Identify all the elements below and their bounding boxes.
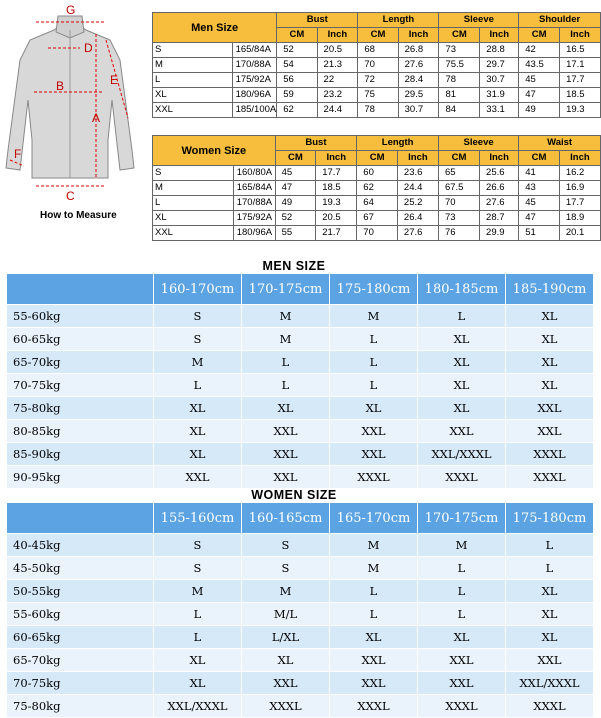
label-c: C [66,189,75,203]
group-header: Waist [519,136,601,151]
corner-cell [7,274,154,305]
size-code-cell: 165/84A [232,43,277,58]
weight-label: 70-75kg [7,672,154,695]
value-cell: 54 [277,58,317,73]
size-cell: L [330,328,418,351]
size-row [7,580,594,603]
value-cell: 20.5 [317,43,358,58]
value-cell: 18.5 [560,88,601,103]
size-cell: XXL/XXXL [418,443,506,466]
size-row [7,374,594,397]
value-cell: 20.5 [316,211,357,226]
men-size-chart [6,273,594,489]
value-cell: 62 [357,181,398,196]
size-cell: XL [418,626,506,649]
value-cell: 26.8 [398,43,439,58]
label-f: F [14,147,22,161]
size-cell: XXXL [506,466,594,489]
value-cell: 17.7 [560,73,601,88]
unit-header: Inch [480,151,519,166]
size-row [7,328,594,351]
value-cell: 21.3 [317,58,358,73]
height-header: 160-170cm [154,274,242,305]
size-cell: XL [418,328,506,351]
measure-row [153,103,601,118]
size-row [7,443,594,466]
unit-header: CM [358,28,398,43]
height-header: 155-160cm [154,503,242,534]
value-cell: 19.3 [316,196,357,211]
size-cell: M/L [242,603,330,626]
size-cell: XL [506,305,594,328]
size-cell: XL [154,443,242,466]
value-cell: 29.9 [480,226,519,241]
size-cell: L [418,557,506,580]
weight-label: 40-45kg [7,534,154,557]
value-cell: 33.1 [480,103,519,118]
measure-diagram [0,0,150,258]
size-cell: XXL [418,672,506,695]
size-cell: XL [242,649,330,672]
value-cell: 27.6 [398,58,439,73]
size-cell: XXL [242,466,330,489]
size-cell: S [154,534,242,557]
size-cell: S [242,557,330,580]
size-cell: L [242,351,330,374]
value-cell: 47 [275,181,316,196]
weight-label: 60-65kg [7,626,154,649]
size-cell: L [242,374,330,397]
size-cell: XL [506,374,594,397]
size-code-cell: 180/96A [233,226,275,241]
size-row [7,649,594,672]
weight-label: 75-80kg [7,397,154,420]
size-cell: XL [154,649,242,672]
size-row [7,695,594,718]
size-cell: XL [154,420,242,443]
unit-header: CM [439,28,480,43]
size-cell: L/XL [242,626,330,649]
size-cell: XXL [242,420,330,443]
size-cell: XL [506,328,594,351]
label-g: G [66,3,76,17]
size-cell: XXXL [506,443,594,466]
group-header: Sleeve [439,13,519,28]
women-measure-title: Women Size [153,136,276,166]
size-cell: XXL [330,420,418,443]
value-cell: 49 [519,103,560,118]
men-measurement-table [152,12,601,118]
value-cell: 27.6 [397,226,438,241]
value-cell: 18.9 [559,211,600,226]
measure-row [153,196,601,211]
value-cell: 45 [275,166,316,181]
value-cell: 30.7 [398,103,439,118]
value-cell: 25.2 [397,196,438,211]
unit-header: CM [275,151,316,166]
value-cell: 56 [277,73,317,88]
value-cell: 25.6 [480,166,519,181]
weight-label: 60-65kg [7,328,154,351]
size-cell: XXL [506,649,594,672]
size-cell: XXL [242,443,330,466]
size-cell: XXXL [242,695,330,718]
size-cell: XL [154,397,242,420]
weight-label: 55-60kg [7,305,154,328]
size-cell: XXL [506,420,594,443]
value-cell: 43.5 [519,58,560,73]
size-cell: L [330,603,418,626]
value-cell: 52 [277,43,317,58]
size-cell: XL [153,88,233,103]
value-cell: 78 [439,73,480,88]
size-cell: M [154,351,242,374]
size-cell: XXL [153,103,233,118]
size-cell: M [242,580,330,603]
size-cell: XL [506,351,594,374]
size-row [7,603,594,626]
size-row [7,672,594,695]
size-cell: XL [242,397,330,420]
size-cell: XXXL [330,466,418,489]
size-cell: M [330,557,418,580]
value-cell: 16.2 [559,166,600,181]
size-row [7,534,594,557]
measure-row [153,226,601,241]
size-cell: S [154,328,242,351]
size-row [7,397,594,420]
size-cell: L [330,351,418,374]
unit-header: CM [438,151,479,166]
group-header: Bust [277,13,358,28]
unit-header: Inch [480,28,519,43]
size-row [7,420,594,443]
value-cell: 68 [358,43,398,58]
value-cell: 20.1 [559,226,600,241]
size-cell: M [330,305,418,328]
group-header: Length [357,136,439,151]
size-cell: XL [153,211,234,226]
height-header: 175-180cm [506,503,594,534]
measure-row [153,181,601,196]
value-cell: 59 [277,88,317,103]
size-cell: XL [506,603,594,626]
size-cell: XL [330,397,418,420]
value-cell: 42 [519,43,560,58]
value-cell: 67.5 [438,181,479,196]
size-cell: XXXL [506,695,594,718]
size-cell: XXL [330,672,418,695]
unit-header: CM [277,28,317,43]
size-row [7,626,594,649]
value-cell: 17.7 [316,166,357,181]
value-cell: 23.6 [397,166,438,181]
group-header: Length [358,13,439,28]
size-code-cell: 170/88A [232,58,277,73]
height-header: 175-180cm [330,274,418,305]
size-cell: L [506,534,594,557]
size-code-cell: 170/88A [233,196,275,211]
value-cell: 55 [275,226,316,241]
size-cell: XXL/XXXL [506,672,594,695]
weight-label: 75-80kg [7,695,154,718]
size-cell: L [418,305,506,328]
size-cell: XXL [506,397,594,420]
height-header: 170-175cm [418,503,506,534]
unit-header: Inch [317,28,358,43]
men-measure-title: Men Size [153,13,277,43]
label-e: E [110,73,119,87]
size-cell: XL [418,374,506,397]
group-header: Shoulder [519,13,601,28]
size-cell: L [506,557,594,580]
value-cell: 73 [439,43,480,58]
size-cell: M [418,534,506,557]
size-cell: XXXL [418,695,506,718]
measure-row [153,58,601,73]
value-cell: 75 [358,88,398,103]
size-cell: M [153,181,234,196]
size-cell: S [154,305,242,328]
label-d: D [84,41,93,55]
size-cell: S [153,43,233,58]
value-cell: 19.3 [560,103,601,118]
value-cell: 28.7 [480,211,519,226]
label-a: A [92,111,101,125]
value-cell: 73 [438,211,479,226]
size-row [7,466,594,489]
weight-label: 65-70kg [7,649,154,672]
value-cell: 22 [317,73,358,88]
measure-row [153,211,601,226]
size-cell: XXXL [330,695,418,718]
value-cell: 64 [357,196,398,211]
women-size-chart [6,502,594,718]
size-cell: S [153,166,234,181]
unit-header: Inch [398,28,439,43]
size-cell: L [154,603,242,626]
value-cell: 70 [358,58,398,73]
size-cell: M [154,580,242,603]
weight-label: 85-90kg [7,443,154,466]
size-cell: L [154,626,242,649]
measure-row [153,166,601,181]
size-cell: XXXL [418,466,506,489]
group-header: Bust [275,136,357,151]
size-row [7,305,594,328]
value-cell: 23.2 [317,88,358,103]
size-cell: XXL [418,420,506,443]
label-b: B [56,79,65,93]
value-cell: 28.4 [398,73,439,88]
women-size-title: WOMEN SIZE [251,488,337,502]
measure-row [153,43,601,58]
size-cell: XXL/XXXL [154,695,242,718]
weight-label: 65-70kg [7,351,154,374]
jacket-illustration [0,0,150,205]
value-cell: 16.5 [560,43,601,58]
unit-header: Inch [316,151,357,166]
size-cell: L [330,580,418,603]
size-cell: XXL [154,466,242,489]
value-cell: 18.5 [316,181,357,196]
value-cell: 51 [519,226,560,241]
size-cell: L [418,580,506,603]
unit-header: CM [357,151,398,166]
size-cell: L [418,603,506,626]
value-cell: 70 [357,226,398,241]
size-cell: M [153,58,233,73]
size-cell: XXL [330,443,418,466]
men-size-title: MEN SIZE [262,259,326,273]
value-cell: 41 [519,166,560,181]
value-cell: 29.5 [398,88,439,103]
height-header: 185-190cm [506,274,594,305]
size-cell: XL [418,351,506,374]
value-cell: 43 [519,181,560,196]
value-cell: 30.7 [480,73,519,88]
weight-label: 50-55kg [7,580,154,603]
size-cell: L [330,374,418,397]
size-cell: XXL [242,672,330,695]
unit-header: CM [519,151,560,166]
height-header: 170-175cm [242,274,330,305]
measure-row [153,88,601,103]
value-cell: 24.4 [397,181,438,196]
size-cell: XXL [330,649,418,672]
size-cell: L [154,374,242,397]
size-row [7,557,594,580]
value-cell: 78 [358,103,398,118]
unit-header: Inch [559,151,600,166]
size-cell: XL [330,626,418,649]
value-cell: 16.9 [559,181,600,196]
unit-header: Inch [560,28,601,43]
size-code-cell: 160/80A [233,166,275,181]
value-cell: 47 [519,88,560,103]
value-cell: 62 [277,103,317,118]
size-code-cell: 175/92A [233,211,275,226]
size-cell: S [154,557,242,580]
size-code-cell: 180/96A [232,88,277,103]
value-cell: 72 [358,73,398,88]
value-cell: 45 [519,73,560,88]
value-cell: 52 [275,211,316,226]
how-to-measure-caption: How to Measure [40,210,117,221]
value-cell: 29.7 [480,58,519,73]
weight-label: 80-85kg [7,420,154,443]
height-header: 180-185cm [418,274,506,305]
size-cell: XL [506,626,594,649]
size-cell: L [153,73,233,88]
size-cell: XXL [153,226,234,241]
unit-header: Inch [397,151,438,166]
value-cell: 47 [519,211,560,226]
size-code-cell: 165/84A [233,181,275,196]
value-cell: 70 [438,196,479,211]
value-cell: 21.7 [316,226,357,241]
value-cell: 75.5 [439,58,480,73]
value-cell: 26.6 [480,181,519,196]
size-cell: L [153,196,234,211]
value-cell: 28.8 [480,43,519,58]
height-header: 160-165cm [242,503,330,534]
value-cell: 60 [357,166,398,181]
value-cell: 67 [357,211,398,226]
size-code-cell: 175/92A [232,73,277,88]
weight-label: 90-95kg [7,466,154,489]
value-cell: 49 [275,196,316,211]
value-cell: 27.6 [480,196,519,211]
value-cell: 84 [439,103,480,118]
height-header: 165-170cm [330,503,418,534]
size-cell: M [242,305,330,328]
size-cell: S [242,534,330,557]
value-cell: 31.9 [480,88,519,103]
size-cell: XL [418,397,506,420]
weight-label: 70-75kg [7,374,154,397]
size-cell: XL [506,580,594,603]
value-cell: 76 [438,226,479,241]
value-cell: 81 [439,88,480,103]
corner-cell [7,503,154,534]
value-cell: 26.4 [397,211,438,226]
women-measurement-table [152,135,601,241]
size-code-cell: 185/100A [232,103,277,118]
size-row [7,351,594,374]
group-header: Sleeve [438,136,518,151]
measure-row [153,73,601,88]
value-cell: 17.7 [559,196,600,211]
size-cell: M [242,328,330,351]
size-cell: XL [154,672,242,695]
weight-label: 45-50kg [7,557,154,580]
value-cell: 24.4 [317,103,358,118]
value-cell: 65 [438,166,479,181]
size-cell: XXL [418,649,506,672]
size-cell: M [330,534,418,557]
unit-header: CM [519,28,560,43]
value-cell: 45 [519,196,560,211]
weight-label: 55-60kg [7,603,154,626]
value-cell: 17.1 [560,58,601,73]
